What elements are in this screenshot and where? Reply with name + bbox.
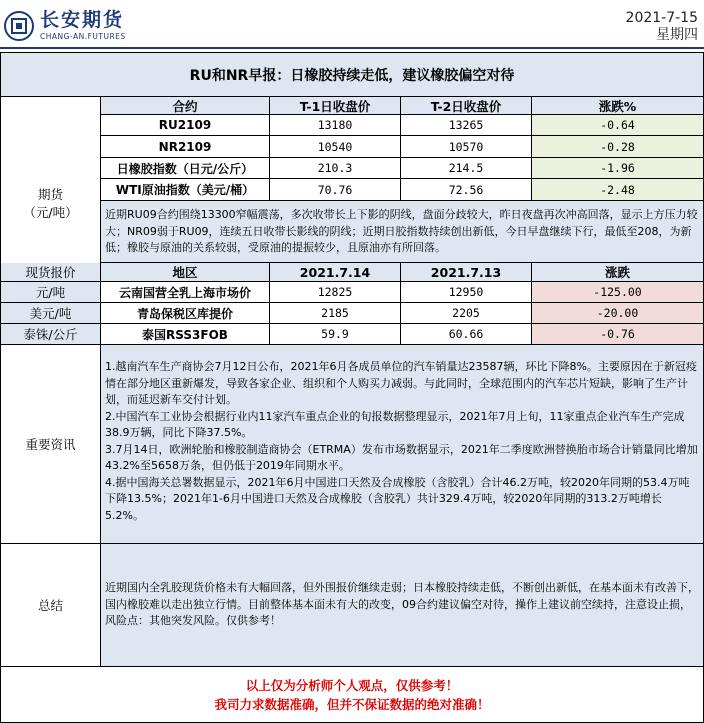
logo-emblem-icon — [4, 11, 34, 41]
report-date-block — [626, 10, 698, 44]
logo-english-name: CHANG-AN.FUTURES — [40, 32, 126, 42]
spot-row-change: -20.00 — [532, 303, 703, 324]
futures-col-t2: T-2日收盘价 — [401, 97, 532, 115]
futures-commentary: 近期RU09合约围绕13300窄幅震荡，多次收带长上下影的阴线，盘面分歧较大，昨日夜盘再次冲高回落，显示上方压力较大；NR09弱于RU09，连续五日收带长影线的阴线；近期日胶指数持续创出新低，今日早盘继续下行，最低至208，为新低；橡胶与原油的关系较弱，受原油的提振较少，且原油亦有所回落。 — [101, 201, 703, 263]
news-section-label: 重要资讯 — [1, 345, 101, 544]
spot-row-d2: 60.66 — [401, 324, 532, 345]
summary-content — [101, 544, 703, 667]
spot-row-name: 云南国营全乳上海市场价 — [101, 282, 270, 303]
futures-row-name: NR2109 — [101, 136, 270, 158]
spot-col-d2: 2021.7.13 — [401, 263, 532, 282]
spot-row-d2: 12950 — [401, 282, 532, 303]
spot-row-d1: 2185 — [270, 303, 401, 324]
spot-row-name: 泰国RSS3FOB — [101, 324, 270, 345]
futures-row-change: -0.28 — [532, 136, 703, 158]
spot-row-unit: 泰铢/公斤 — [1, 324, 101, 345]
spot-row-unit: 美元/吨 — [1, 303, 101, 324]
futures-row-t2: 214.5 — [401, 158, 532, 179]
logo-chinese-name: 长安期货 — [40, 9, 125, 32]
news-item: 2.中国汽车工业协会根据行业内11家汽车重点企业的旬报数据整理显示，2021年7月上旬，11家重点企业汽车生产完成38.9万辆，同比下降37.5%。 — [105, 409, 685, 439]
spot-row-d1: 12825 — [270, 282, 401, 303]
futures-row-name: WTI原油指数（美元/桶） — [101, 179, 270, 201]
summary-section-label: 总结 — [1, 544, 101, 667]
report-weekday: 星期四 — [656, 27, 698, 43]
futures-row-change: -1.96 — [532, 158, 703, 179]
company-logo — [4, 8, 126, 44]
spot-col-change: 涨跌 — [532, 263, 703, 282]
futures-col-change: 涨跌% — [532, 97, 703, 115]
futures-row-change: -2.48 — [532, 179, 703, 201]
news-item: 1.越南汽车生产商协会7月12日公布，2021年6月各成员单位的汽车销量达23587辆，环比下降8%。主要原因在于新冠疫情在部分地区重新爆发，导致各家企业、组织和个人购买力减弱。与此同时，全球范围内的汽车芯片短缺，影响了生产计划，而延迟新车交付计划。 — [105, 360, 697, 406]
futures-row-t1: 13180 — [270, 115, 401, 136]
futures-col-t1: T-1日收盘价 — [270, 97, 401, 115]
futures-row-t2: 72.56 — [401, 179, 532, 201]
futures-row-t2: 13265 — [401, 115, 532, 136]
news-item: 3.7月14日，欧洲轮胎和橡胶制造商协会（ETRMA）发布市场数据显示，2021年二季度欧洲替换胎市场合计销量同比增加43.2%至5658万条，但仍低于2019年同期水平。 — [105, 442, 698, 472]
report-title: RU和NR早报：日橡胶持续走低，建议橡胶偏空对待 — [1, 53, 703, 97]
summary-text: 近期国内全乳胶现货价格未有大幅回落，但外围报价继续走弱；日本橡胶持续走低，不断创出新低，在基本面未有改善下，国内橡胶难以走出独立行情。目前整体基本面未有大的改变，09合约建议偏空对待，操作上建议前空续持，注意设止损，风险点：其他突发风险。仅供参考！ — [105, 581, 699, 628]
spot-row-d2: 2205 — [401, 303, 532, 324]
futures-row-t1: 210.3 — [270, 158, 401, 179]
news-item: 4.据中国海关总署数据显示，2021年6月中国进口天然及合成橡胶（含胶乳）合计46.2万吨，较2020年同期的53.4万吨下降13.5%；2021年1-6月中国进口天然及合成橡胶（含胶乳）共计329.4万吨，较2020年同期的313.2万吨增长5.2%。 — [105, 475, 690, 522]
disclaimer-line2: 我司力求数据准确，但并不保证数据的绝对准确！ — [214, 696, 490, 712]
header-divider — [0, 47, 704, 49]
disclaimer — [1, 667, 703, 722]
futures-row-name: RU2109 — [101, 115, 270, 136]
futures-row-t2: 10570 — [401, 136, 532, 158]
spot-section-label: 现货报价 — [1, 263, 101, 282]
report-table — [0, 52, 704, 723]
spot-row-change: -0.76 — [532, 324, 703, 345]
disclaimer-line1: 以上仅为分析师个人观点，仅供参考！ — [245, 677, 459, 693]
futures-label-line2: （元/吨） — [23, 204, 78, 220]
report-date: 2021-7-15 — [625, 10, 698, 26]
news-content — [101, 345, 703, 544]
spot-row-change: -125.00 — [532, 282, 703, 303]
futures-row-name: 日橡胶指数（日元/公斤） — [101, 158, 270, 179]
futures-col-contract: 合约 — [101, 97, 270, 115]
spot-row-unit: 元/吨 — [1, 282, 101, 303]
spot-col-d1: 2021.7.14 — [270, 263, 401, 282]
spot-row-d1: 59.9 — [270, 324, 401, 345]
futures-label-line1: 期货 — [37, 186, 63, 202]
spot-col-region: 地区 — [101, 263, 270, 282]
futures-row-change: -0.64 — [532, 115, 703, 136]
futures-row-t1: 70.76 — [270, 179, 401, 201]
futures-row-t1: 10540 — [270, 136, 401, 158]
spot-row-name: 青岛保税区库提价 — [101, 303, 270, 324]
